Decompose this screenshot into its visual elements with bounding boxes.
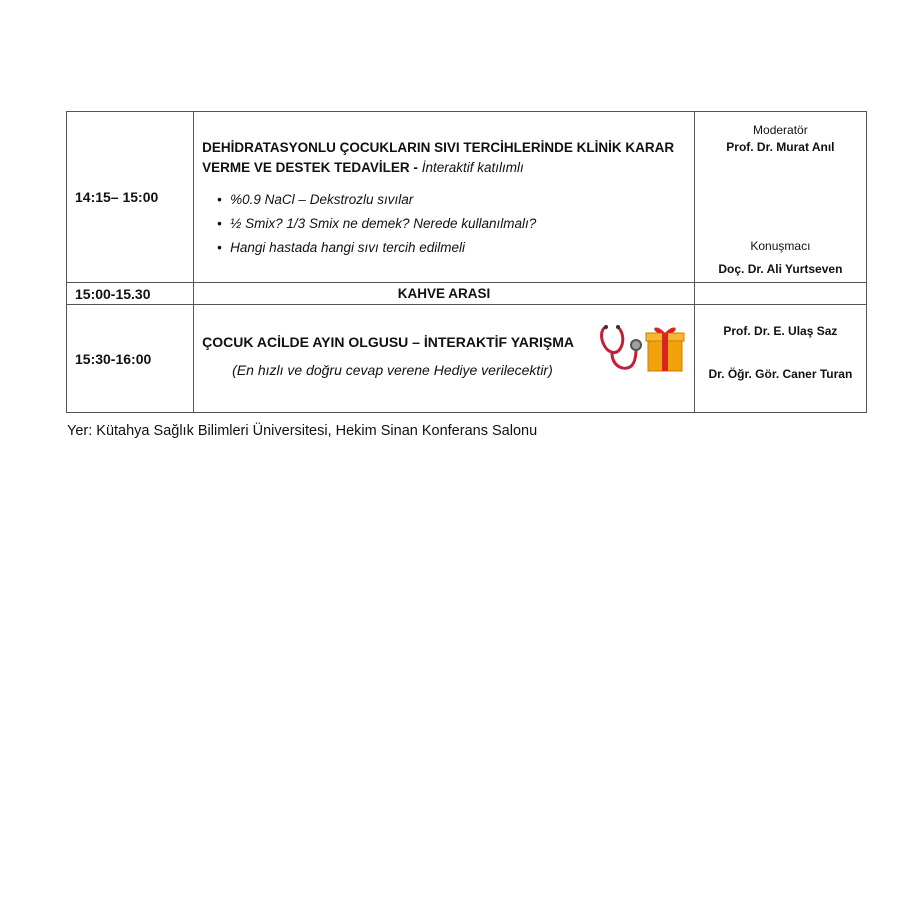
schedule-table	[66, 111, 867, 413]
table-row	[67, 112, 867, 283]
session-topic	[194, 305, 695, 413]
speakers-cell	[694, 305, 866, 413]
session-topic	[194, 112, 695, 283]
table-row	[67, 305, 867, 413]
session-time: 15:00-15.30	[67, 283, 194, 305]
session-title: ÇOCUK ACİLDE AYIN OLGUSU – İNTERAKTİF YARIŞMA	[202, 333, 574, 350]
session-title: DEHİDRATASYONLU ÇOCUKLARIN SIVI TERCİHLERİNDE KLİNİK KARAR VERME VE DESTEK TEDAVİLER - İnteraktif katılımlı	[202, 140, 675, 175]
session-time: 15:30-16:00	[67, 305, 194, 413]
list-item: • %0.9 NaCl – Dekstrozlu sıvılar	[230, 188, 684, 212]
stethoscope-icon	[601, 325, 640, 368]
venue-footer: Yer: Kütahya Sağlık Bilimleri Üniversitesi, Hekim Sinan Konferans Salonu	[67, 423, 538, 439]
list-item: • Hangi hastada hangi sıvı tercih edilmeli	[230, 236, 684, 260]
topic-list	[202, 188, 684, 260]
empty-cell	[694, 283, 866, 305]
speaker-name: Dr. Öğr. Gör. Caner Turan	[708, 367, 853, 381]
list-item: • ½ Smix? 1/3 Smix ne demek? Nerede kullanılmalı?	[230, 212, 684, 236]
speaker-name: Prof. Dr. E. Ulaş Saz	[723, 324, 838, 338]
gift-box-icon	[646, 328, 684, 371]
icons-group	[598, 323, 690, 375]
speakers-cell	[694, 112, 866, 283]
table-row	[67, 283, 867, 305]
speaker-role: Konuşmacı	[750, 239, 811, 253]
session-subtitle: (En hızlı ve doğru cevap verene Hediye verilecektir)	[232, 361, 553, 378]
break-title: KAHVE ARASI	[194, 283, 695, 305]
speaker-name: Doç. Dr. Ali Yurtseven	[718, 262, 843, 276]
moderator-role: Moderatör	[753, 123, 808, 137]
session-time: 14:15– 15:00	[67, 112, 194, 283]
moderator-name: Prof. Dr. Murat Anıl	[726, 140, 835, 154]
